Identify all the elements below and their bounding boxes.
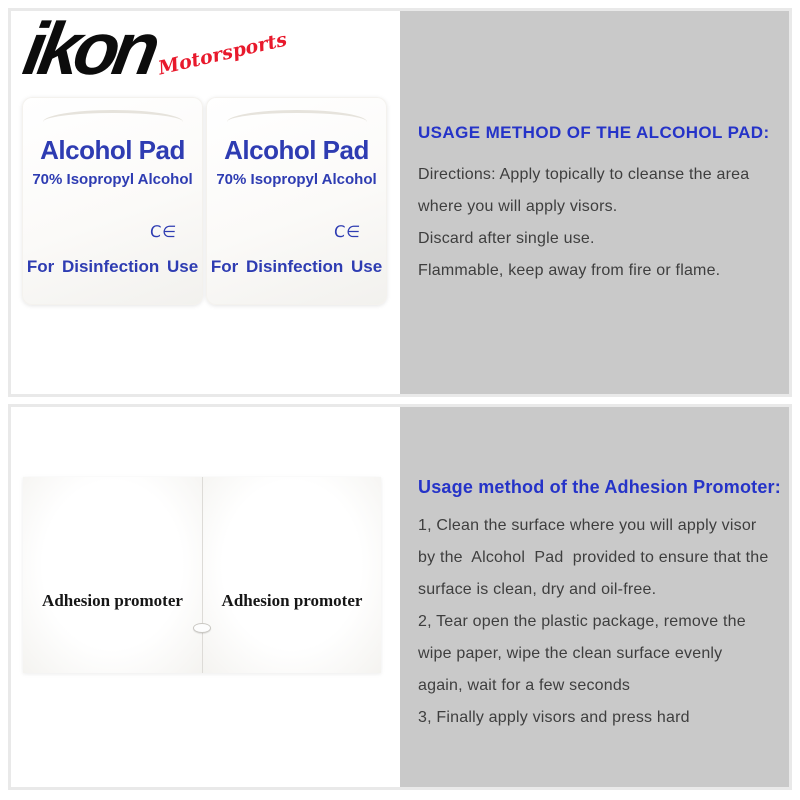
adhesion-promoter-packet [23, 477, 202, 673]
alcohol-usage-heading: USAGE METHOD OF THE ALCOHOL PAD: [418, 123, 770, 142]
alcohol-pad-section [8, 8, 792, 397]
adhesion-usage-line: wipe paper, wipe the clean surface evenly [418, 645, 723, 662]
adhesion-usage-line: surface is clean, dry and oil-free. [418, 581, 657, 598]
alcohol-usage-line: Discard after single use. [418, 230, 595, 247]
ce-mark-icon: C∈ [149, 222, 178, 241]
adhesion-promoter-packet [202, 477, 381, 673]
adhesion-usage-heading: Usage method of the Adhesion Promoter: [418, 477, 781, 497]
adhesion-usage-panel [400, 407, 789, 787]
adhesion-promoter-packets [23, 477, 381, 673]
alcohol-pad-title: Alcohol Pad [224, 135, 369, 165]
adhesion-packet-label: Adhesion promoter [221, 591, 363, 610]
tear-notch [193, 623, 211, 633]
adhesion-usage-line: again, wait for a few seconds [418, 677, 631, 694]
alcohol-usage-panel [400, 11, 789, 394]
packet-crimp-line [43, 110, 183, 122]
alcohol-pad-footer: For Disinfection Use [210, 257, 383, 276]
alcohol-pad-subtitle: 70% Isopropyl Alcohol [32, 171, 193, 188]
adhesion-packet-label: Adhesion promoter [42, 591, 183, 610]
alcohol-pad-title: Alcohol Pad [40, 135, 185, 165]
adhesion-usage-line: 3, Finally apply visors and press hard [418, 709, 690, 726]
ce-mark-icon: C∈ [333, 222, 362, 241]
alcohol-pad-packet [206, 97, 387, 305]
adhesion-usage-line: 2, Tear open the plastic package, remove the [418, 613, 746, 630]
brand-sub-wordmark: Motorsports [156, 28, 290, 80]
adhesion-usage-line: 1, Clean the surface where you will apply visor [418, 517, 757, 534]
alcohol-pad-subtitle: 70% Isopropyl Alcohol [216, 171, 377, 188]
alcohol-usage-line: Flammable, keep away from fire or flame. [418, 262, 721, 279]
alcohol-usage-line: Directions: Apply topically to cleanse the area [418, 166, 750, 183]
alcohol-usage-line: where you will apply visors. [418, 198, 618, 215]
adhesion-usage-line: by the Alcohol Pad provided to ensure that the [418, 549, 769, 566]
packet-crimp-line [227, 110, 367, 122]
brand-logo [17, 7, 305, 93]
adhesion-promoter-section [8, 404, 792, 790]
alcohol-pad-packets [22, 97, 388, 305]
alcohol-pad-packet [22, 97, 203, 305]
brand-wordmark: ikon [17, 7, 161, 90]
alcohol-pad-footer: For Disinfection Use [26, 257, 199, 276]
